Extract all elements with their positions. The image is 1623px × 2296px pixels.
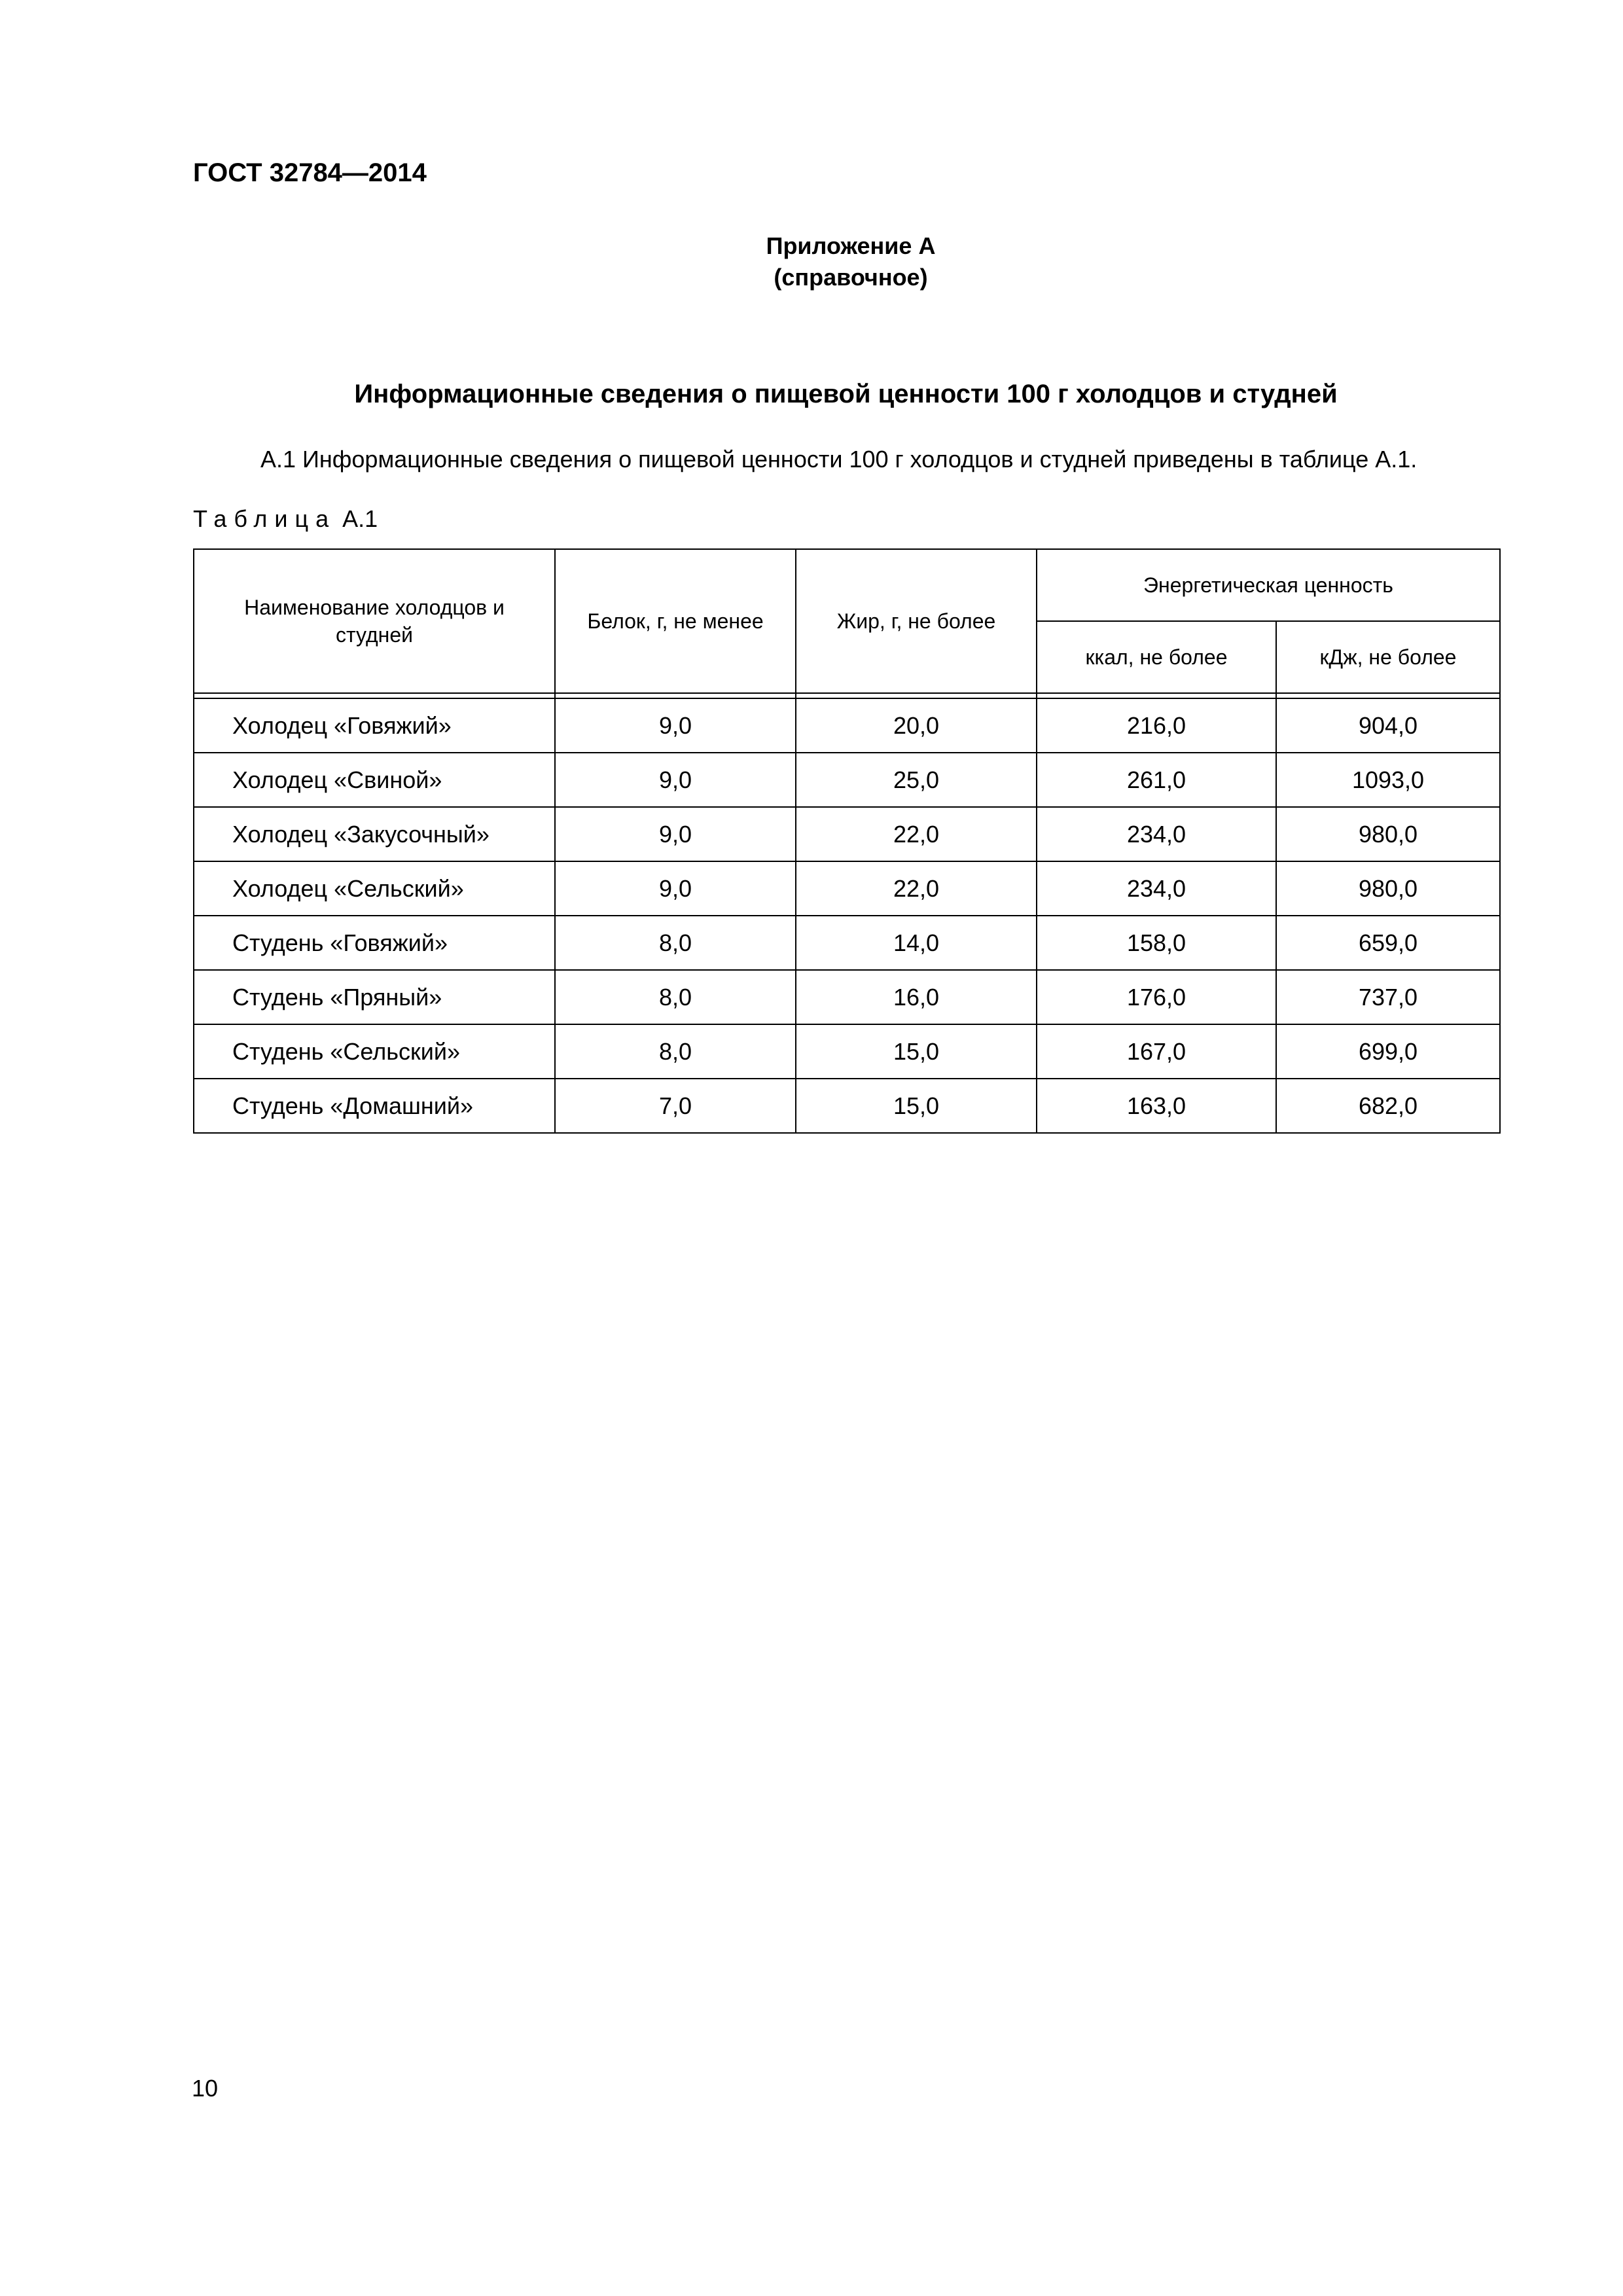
header-kcal: ккал, не более (1037, 621, 1276, 693)
section-title: Информационные сведения о пищевой ценности 100 г холодцов и студней (354, 380, 1338, 408)
cell-fat: 15,0 (796, 1024, 1037, 1079)
cell-protein: 7,0 (555, 1079, 796, 1133)
cell-name: Студень «Пряный» (194, 970, 555, 1024)
cell-name: Холодец «Закусочный» (194, 807, 555, 861)
header-kj: кДж, не более (1276, 621, 1500, 693)
cell-fat: 20,0 (796, 698, 1037, 753)
cell-kj: 737,0 (1276, 970, 1500, 1024)
cell-fat: 22,0 (796, 861, 1037, 916)
table-header-row (194, 549, 1500, 621)
table-row (194, 1024, 1500, 1079)
table-row (194, 916, 1500, 970)
cell-fat: 22,0 (796, 807, 1037, 861)
cell-kj: 659,0 (1276, 916, 1500, 970)
cell-name: Холодец «Сельский» (194, 861, 555, 916)
cell-protein: 9,0 (555, 807, 796, 861)
cell-protein: 9,0 (555, 861, 796, 916)
header-energy: Энергетическая ценность (1037, 549, 1500, 621)
cell-kj: 699,0 (1276, 1024, 1500, 1079)
cell-name: Студень «Домашний» (194, 1079, 555, 1133)
cell-fat: 16,0 (796, 970, 1037, 1024)
header-name (194, 549, 555, 693)
appendix-heading (654, 230, 1047, 293)
cell-protein: 8,0 (555, 916, 796, 970)
cell-fat: 14,0 (796, 916, 1037, 970)
header-separator (194, 693, 1500, 698)
cell-kj: 682,0 (1276, 1079, 1500, 1133)
header-protein: Белок, г, не менее (555, 549, 796, 693)
cell-kj: 904,0 (1276, 698, 1500, 753)
cell-kcal: 234,0 (1037, 861, 1276, 916)
cell-protein: 9,0 (555, 698, 796, 753)
cell-kcal: 216,0 (1037, 698, 1276, 753)
cell-kj: 1093,0 (1276, 753, 1500, 807)
cell-name: Студень «Говяжий» (194, 916, 555, 970)
cell-kj: 980,0 (1276, 807, 1500, 861)
cell-kcal: 176,0 (1037, 970, 1276, 1024)
cell-fat: 15,0 (796, 1079, 1037, 1133)
table-label (193, 505, 378, 533)
cell-protein: 8,0 (555, 970, 796, 1024)
table-row (194, 861, 1500, 916)
cell-protein: 8,0 (555, 1024, 796, 1079)
cell-kcal: 167,0 (1037, 1024, 1276, 1079)
appendix-subtitle: (справочное) (774, 264, 928, 291)
cell-kcal: 158,0 (1037, 916, 1276, 970)
cell-kcal: 163,0 (1037, 1079, 1276, 1133)
cell-name: Холодец «Говяжий» (194, 698, 555, 753)
document-code: ГОСТ 32784—2014 (193, 158, 427, 187)
header-fat: Жир, г, не более (796, 549, 1037, 693)
cell-kcal: 261,0 (1037, 753, 1276, 807)
cell-protein: 9,0 (555, 753, 796, 807)
table-row (194, 807, 1500, 861)
table-label-number: А.1 (342, 505, 378, 532)
cell-kj: 980,0 (1276, 861, 1500, 916)
cell-kcal: 234,0 (1037, 807, 1276, 861)
cell-name: Холодец «Свиной» (194, 753, 555, 807)
page-number: 10 (192, 2075, 219, 2102)
table-row (194, 753, 1500, 807)
appendix-title: Приложение А (766, 232, 936, 259)
header-name-label: Наименование холодцов и студней (244, 596, 505, 647)
table-row (194, 970, 1500, 1024)
paragraph-a1: А.1 Информационные сведения о пищевой ценности 100 г холодцов и студней приведены в таблице А.1. (260, 446, 1418, 473)
table-label-prefix: Таблица (193, 505, 336, 532)
table-row (194, 1079, 1500, 1133)
cell-name: Студень «Сельский» (194, 1024, 555, 1079)
table-body (194, 698, 1500, 1133)
nutrition-table (193, 548, 1501, 1134)
table-row (194, 698, 1500, 753)
cell-fat: 25,0 (796, 753, 1037, 807)
